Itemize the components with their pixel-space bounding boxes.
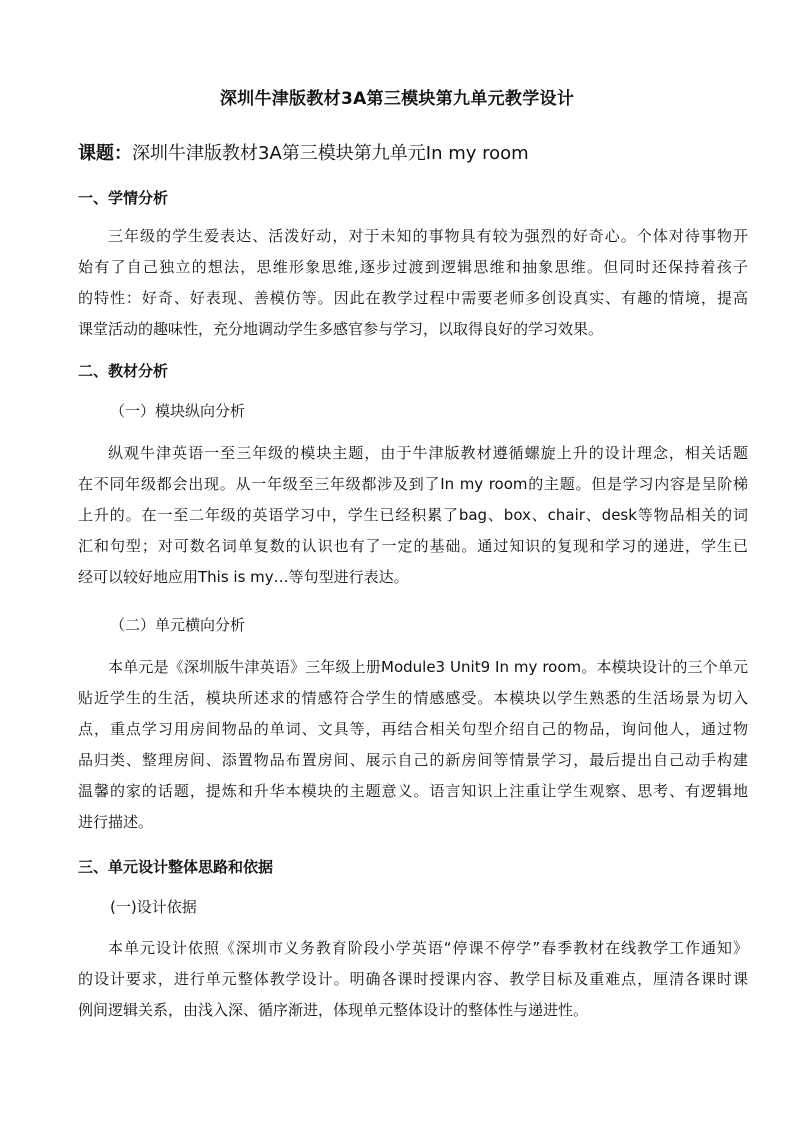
paragraph-learner-analysis <box>78 225 748 349</box>
paragraph-line: 本单元设计依照《深圳市义务教育阶段小学英语“停课不停学”春季教材在线教学工作通知》 <box>108 939 748 957</box>
course-value: 深圳牛津版教材3A第三模块第九单元In my room <box>132 143 529 164</box>
paragraph-horizontal-analysis <box>78 656 748 842</box>
section-heading-material-analysis: 二、教材分析 <box>78 362 169 380</box>
paragraph-line: 进行描述。 <box>78 813 154 831</box>
course-title <box>78 142 529 166</box>
subsection-heading-vertical-analysis: （一）模块纵向分析 <box>110 402 246 420</box>
paragraph-design-basis <box>78 937 748 1030</box>
subsection-heading-design-basis: (一)设计依据 <box>110 898 197 916</box>
paragraph-line: 始有了自己独立的想法，思维形象思维,逐步过渡到逻辑思维和抽象思维。但同时还保持着孩子 <box>78 258 748 276</box>
paragraph-line: 的特性：好奇、好表现、善模仿等。因此在教学过程中需要老师多创设真实、有趣的情境，提高 <box>78 289 748 307</box>
section-heading-learner-analysis: 一、学情分析 <box>78 189 169 207</box>
paragraph-line: 在不同年级都会出现。从一年级至三年级都涉及到了In my room的主题。但是学习内容是呈阶梯 <box>78 475 748 493</box>
paragraph-line: 例间逻辑关系，由浅入深、循序渐进，体现单元整体设计的整体性与递进性。 <box>78 1001 589 1019</box>
paragraph-line: 点，重点学习用房间物品的单词、文具等，再结合相关句型介绍自己的物品，询问他人，通过物 <box>78 720 748 738</box>
course-label: 课题： <box>78 143 132 164</box>
paragraph-line: 上升的。在一至二年级的英语学习中，学生已经积累了bag、box、chair、desk等物品相关的词 <box>78 506 748 524</box>
paragraph-line: 汇和句型；对可数名词单复数的认识也有了一定的基础。通过知识的复现和学习的递进，学生已 <box>78 537 748 555</box>
subsection-heading-horizontal-analysis: （二）单元横向分析 <box>110 616 246 634</box>
paragraph-line: 贴近学生的生活，模块所述求的情感符合学生的情感感受。本模块以学生熟悉的生活场景为切入 <box>78 689 748 707</box>
paragraph-line: 品归类、整理房间、添置物品布置房间、展示自己的新房间等情景学习，最后提出自己动手构建 <box>78 751 748 769</box>
paragraph-line: 本单元是《深圳版牛津英语》三年级上册Module3 Unit9 In my room。本模块设计的三个单元 <box>108 658 748 676</box>
paragraph-line: 的设计要求，进行单元整体教学设计。明确各课时授课内容、教学目标及重难点，厘清各课时课 <box>78 970 748 988</box>
paragraph-line: 温馨的家的话题，提炼和升华本模块的主题意义。语言知识上注重让学生观察、思考、有逻辑地 <box>78 782 748 800</box>
section-heading-unit-design: 三、单元设计整体思路和依据 <box>78 858 274 876</box>
paragraph-line: 课堂活动的趣味性，充分地调动学生多感官参与学习，以取得良好的学习效果。 <box>78 320 604 338</box>
paragraph-line: 纵观牛津英语一至三年级的模块主题，由于牛津版教材遵循螺旋上升的设计理念，相关话题 <box>108 444 748 462</box>
paragraph-line: 三年级的学生爱表达、活泼好动，对于未知的事物具有较为强烈的好奇心。个体对待事物开 <box>108 227 748 245</box>
document-title: 深圳牛津版教材3A第三模块第九单元教学设计 <box>219 89 575 109</box>
paragraph-line: 经可以较好地应用This is my…等句型进行表达。 <box>78 568 409 586</box>
paragraph-vertical-analysis <box>78 442 748 597</box>
